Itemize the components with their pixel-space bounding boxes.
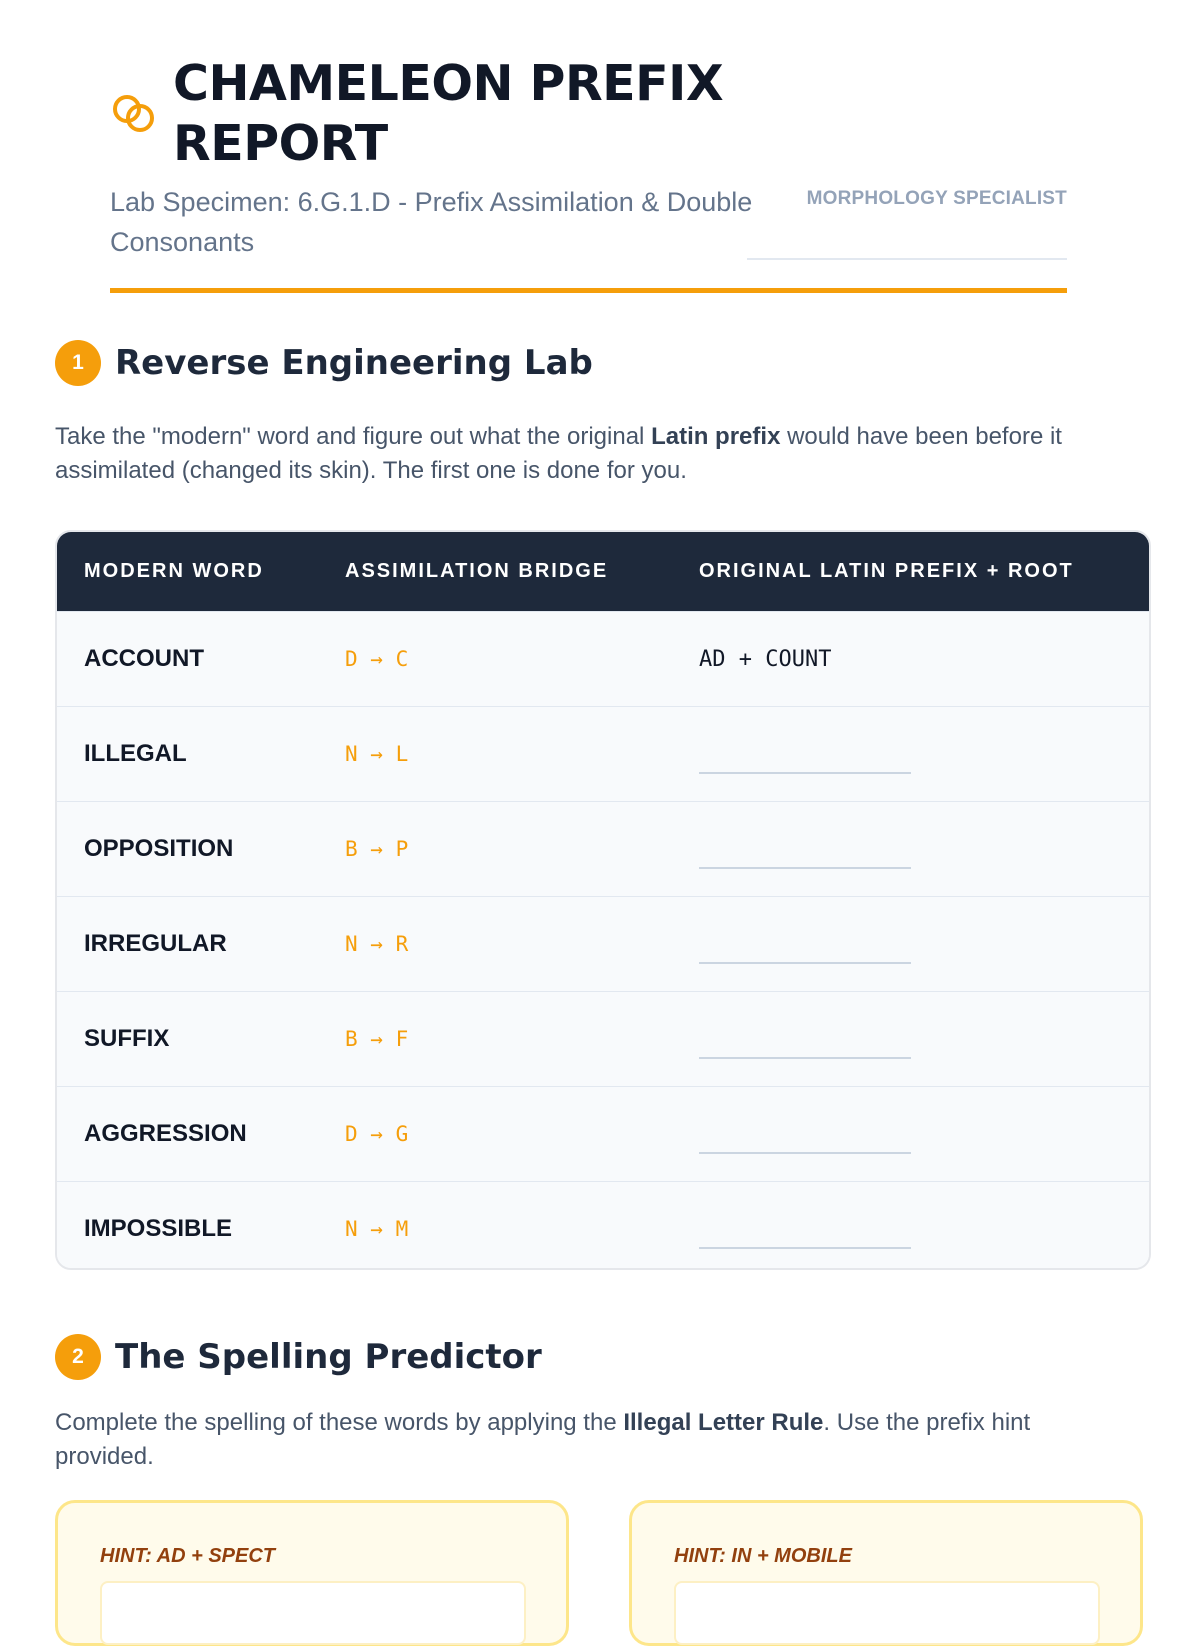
table-row xyxy=(57,1181,1149,1270)
section-1-heading xyxy=(55,340,593,386)
assimilation-bridge: D → G xyxy=(345,1122,409,1146)
column-header-original-prefix: ORIGINAL LATIN PREFIX + ROOT xyxy=(699,560,1074,582)
answer-blank[interactable] xyxy=(699,962,911,964)
assimilation-table xyxy=(55,530,1151,1270)
modern-word: AGGRESSION xyxy=(84,1120,247,1147)
section-title: The Spelling Predictor xyxy=(115,1337,542,1377)
column-header-modern-word: MODERN WORD xyxy=(84,560,264,582)
modern-word: OPPOSITION xyxy=(84,835,234,862)
section-number-badge: 2 xyxy=(55,1334,101,1380)
table-row xyxy=(57,991,1149,1086)
page-title: CHAMELEON PREFIX REPORT xyxy=(173,55,724,172)
table-row xyxy=(57,706,1149,801)
assimilation-bridge: N → R xyxy=(345,932,409,956)
section-number-badge: 1 xyxy=(55,340,101,386)
modern-word: IMPOSSIBLE xyxy=(84,1215,233,1242)
answer-blank[interactable] xyxy=(699,867,911,869)
assimilation-bridge: B → P xyxy=(345,837,409,861)
table-row xyxy=(57,896,1149,991)
table-row xyxy=(57,611,1149,706)
answer-blank[interactable] xyxy=(699,1057,911,1059)
column-header-assimilation-bridge: ASSIMILATION BRIDGE xyxy=(345,560,609,582)
modern-word: ACCOUNT xyxy=(84,645,204,672)
modern-word: ILLEGAL xyxy=(84,740,187,767)
answer-blank[interactable] xyxy=(699,772,911,774)
spelling-answer-field[interactable] xyxy=(100,1581,526,1645)
answer-blank[interactable] xyxy=(699,1152,911,1154)
assimilation-bridge: D → C xyxy=(345,647,409,671)
spelling-card xyxy=(55,1500,569,1646)
answer-blank[interactable] xyxy=(699,1247,911,1249)
header-divider xyxy=(110,288,1067,293)
assimilation-bridge: B → F xyxy=(345,1027,409,1051)
answer-value: AD + COUNT xyxy=(699,646,832,672)
section-title: Reverse Engineering Lab xyxy=(115,343,593,383)
report-header xyxy=(55,0,1145,294)
prefix-hint: HINT: IN + MOBILE xyxy=(674,1545,852,1567)
spelling-answer-field[interactable] xyxy=(674,1581,1100,1645)
table-header xyxy=(57,532,1149,611)
table-row xyxy=(57,1086,1149,1181)
modern-word: IRREGULAR xyxy=(84,930,227,957)
prefix-hint: HINT: AD + SPECT xyxy=(100,1545,276,1567)
specialist-name-line[interactable] xyxy=(747,258,1067,260)
spelling-card xyxy=(629,1500,1143,1646)
table-row xyxy=(57,801,1149,896)
assimilation-bridge: N → L xyxy=(345,742,409,766)
interlocking-rings-icon xyxy=(110,92,158,134)
section-1-instructions: Take the "modern" word and figure out what the original Latin prefix would have been before it assimilated (changed its skin). The first one is done for you. xyxy=(55,423,1062,484)
page-subtitle: Lab Specimen: 6.G.1.D - Prefix Assimilation & Double Consonants xyxy=(110,187,753,257)
modern-word: SUFFIX xyxy=(84,1025,170,1052)
specialist-label: MORPHOLOGY SPECIALIST xyxy=(806,188,1067,209)
assimilation-bridge: N → M xyxy=(345,1217,409,1241)
section-2-heading xyxy=(55,1334,542,1380)
section-2-instructions: Complete the spelling of these words by applying the Illegal Letter Rule. Use the prefix hint provided. xyxy=(55,1409,1031,1470)
